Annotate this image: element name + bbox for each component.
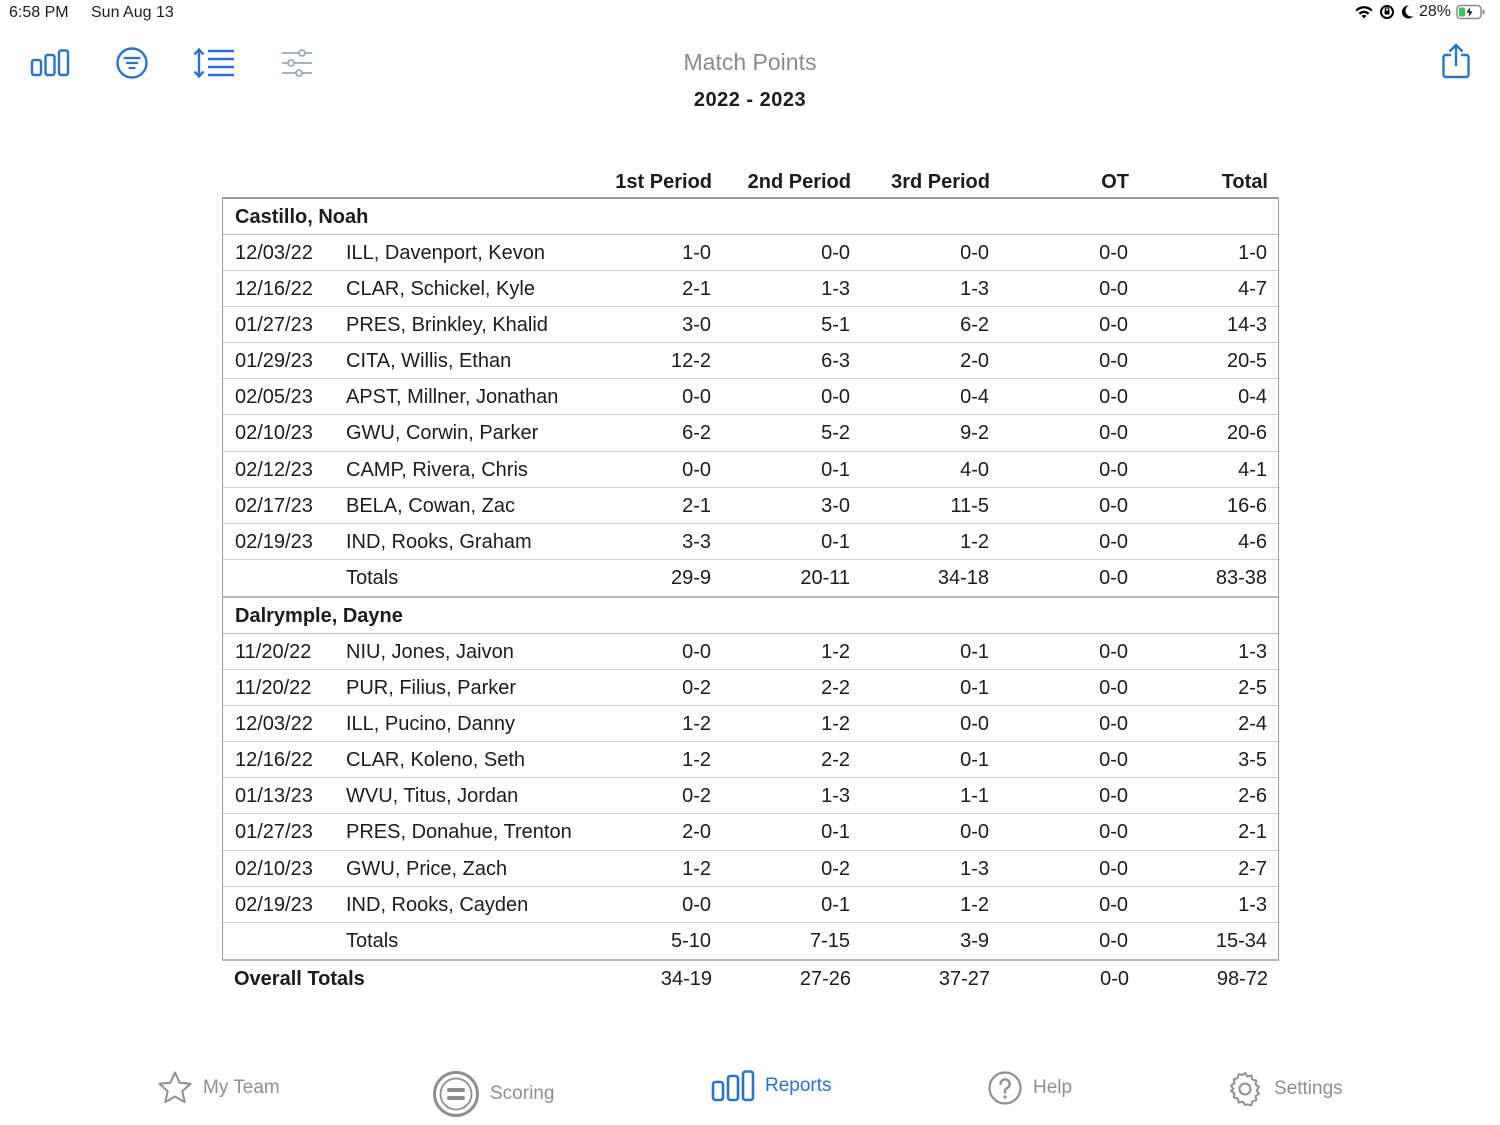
tab-label: Reports bbox=[765, 1075, 832, 1096]
match-row bbox=[223, 778, 1278, 814]
period1-score: 1-2 bbox=[682, 713, 711, 736]
match-date: 02/05/23 bbox=[235, 386, 313, 409]
period3-score: 3-9 bbox=[960, 929, 989, 952]
period1-score: 2-0 bbox=[682, 821, 711, 844]
ot-score: 0-0 bbox=[1099, 640, 1128, 663]
ot-score: 0-0 bbox=[1099, 458, 1128, 481]
match-row bbox=[223, 343, 1278, 379]
period1-score: 0-0 bbox=[682, 893, 711, 916]
period3-score: 1-3 bbox=[960, 278, 989, 301]
match-opponent: CAMP, Rivera, Chris bbox=[346, 458, 528, 481]
match-opponent: PRES, Brinkley, Khalid bbox=[346, 314, 548, 337]
match-opponent: CLAR, Koleno, Seth bbox=[346, 749, 525, 772]
period3-score: 1-2 bbox=[960, 530, 989, 553]
match-row bbox=[223, 415, 1278, 451]
match-row bbox=[223, 887, 1278, 923]
overall-total: 98-72 bbox=[1216, 967, 1268, 990]
match-opponent: PRES, Donahue, Trenton bbox=[346, 821, 572, 844]
ot-score: 0-0 bbox=[1099, 713, 1128, 736]
total-score: 1-0 bbox=[1238, 242, 1267, 264]
match-opponent: IND, Rooks, Cayden bbox=[346, 893, 529, 916]
period3-score: 1-3 bbox=[960, 857, 989, 880]
tab-reports[interactable] bbox=[711, 1070, 832, 1102]
match-date: 02/10/23 bbox=[235, 857, 313, 880]
period1-score: 3-3 bbox=[682, 530, 711, 553]
period2-score: 1-3 bbox=[821, 278, 850, 301]
total-score: 83-38 bbox=[1215, 566, 1267, 589]
table-header bbox=[222, 165, 1279, 199]
period1-score: 1-2 bbox=[682, 857, 711, 880]
period2-score: 2-2 bbox=[821, 677, 850, 700]
match-date: 12/03/22 bbox=[235, 713, 313, 736]
tab-scoring[interactable] bbox=[432, 1070, 554, 1118]
period1-score: 2-1 bbox=[682, 278, 711, 301]
match-date: 02/10/23 bbox=[235, 422, 313, 445]
wrestler-block bbox=[222, 598, 1279, 961]
col-header-ot: OT bbox=[1101, 171, 1129, 193]
overall-ot: 0-0 bbox=[1100, 967, 1129, 990]
period3-score: 2-0 bbox=[960, 350, 989, 373]
period2-score: 0-2 bbox=[821, 857, 850, 880]
period1-score: 5-10 bbox=[670, 929, 711, 952]
overall-totals-row bbox=[222, 961, 1279, 997]
total-score: 0-4 bbox=[1238, 386, 1267, 409]
tab-label: Help bbox=[1033, 1077, 1073, 1098]
col-header-p3: 3rd Period bbox=[891, 171, 990, 193]
match-date: 01/13/23 bbox=[235, 785, 313, 808]
tab-help[interactable] bbox=[987, 1070, 1072, 1106]
match-date: 12/03/22 bbox=[235, 242, 313, 264]
wrestler-name-row bbox=[223, 598, 1278, 634]
total-score: 15-34 bbox=[1215, 929, 1267, 952]
match-opponent: ILL, Pucino, Danny bbox=[346, 713, 515, 736]
total-score: 2-5 bbox=[1238, 677, 1267, 700]
col-header-p1: 1st Period bbox=[615, 171, 712, 193]
period2-score: 20-11 bbox=[800, 566, 850, 589]
period1-score: 3-0 bbox=[682, 314, 711, 337]
total-score: 1-3 bbox=[1238, 640, 1267, 663]
period3-score: 0-0 bbox=[960, 821, 989, 844]
tab-label: My Team bbox=[203, 1077, 280, 1098]
period3-score: 11-5 bbox=[950, 494, 989, 517]
match-date: 01/29/23 bbox=[235, 350, 313, 373]
match-row bbox=[223, 271, 1278, 307]
period3-score: 1-1 bbox=[960, 785, 989, 808]
orientation-lock-icon bbox=[1379, 4, 1395, 20]
total-score: 4-7 bbox=[1238, 278, 1267, 301]
match-date: 01/27/23 bbox=[235, 821, 313, 844]
wrestler-totals-row bbox=[223, 560, 1278, 596]
help-icon bbox=[987, 1070, 1023, 1106]
period3-score: 0-0 bbox=[960, 713, 989, 736]
period2-score: 0-0 bbox=[821, 242, 850, 264]
ot-score: 0-0 bbox=[1099, 386, 1128, 409]
total-score: 2-1 bbox=[1238, 821, 1267, 844]
wrestler-block bbox=[222, 199, 1279, 598]
period1-score: 1-2 bbox=[682, 749, 711, 772]
wrestler-name: Castillo, Noah bbox=[235, 206, 369, 228]
period3-score: 0-1 bbox=[960, 749, 989, 772]
period2-score: 1-2 bbox=[821, 640, 850, 663]
ot-score: 0-0 bbox=[1099, 929, 1128, 952]
period2-score: 0-1 bbox=[821, 893, 850, 916]
period3-score: 0-1 bbox=[960, 677, 989, 700]
battery-percent: 28% bbox=[1418, 3, 1451, 20]
match-row bbox=[223, 814, 1278, 850]
match-opponent: CLAR, Schickel, Kyle bbox=[346, 278, 535, 301]
total-score: 16-6 bbox=[1226, 494, 1267, 517]
period1-score: 0-2 bbox=[682, 785, 711, 808]
period1-score: 0-0 bbox=[682, 458, 711, 481]
period3-score: 1-2 bbox=[960, 893, 989, 916]
ot-score: 0-0 bbox=[1099, 314, 1128, 337]
total-score: 14-3 bbox=[1226, 314, 1267, 337]
period2-score: 0-1 bbox=[821, 821, 850, 844]
wrestler-totals-row bbox=[223, 923, 1278, 959]
gear-icon bbox=[1226, 1070, 1264, 1108]
totals-label: Totals bbox=[346, 566, 399, 589]
total-score: 2-7 bbox=[1238, 857, 1267, 880]
period2-score: 0-1 bbox=[821, 458, 850, 481]
match-opponent: GWU, Price, Zach bbox=[346, 857, 508, 880]
match-opponent: APST, Millner, Jonathan bbox=[346, 386, 559, 409]
match-row bbox=[223, 851, 1278, 887]
period3-score: 0-0 bbox=[960, 242, 989, 264]
match-date: 12/16/22 bbox=[235, 749, 313, 772]
totals-label: Totals bbox=[346, 929, 399, 952]
ot-score: 0-0 bbox=[1099, 857, 1128, 880]
period2-score: 0-1 bbox=[821, 530, 850, 553]
match-date: 02/19/23 bbox=[235, 893, 313, 916]
period1-score: 12-2 bbox=[670, 350, 711, 373]
match-opponent: PUR, Filius, Parker bbox=[346, 677, 517, 700]
ot-score: 0-0 bbox=[1099, 350, 1128, 373]
tab-label: Settings bbox=[1274, 1078, 1343, 1099]
match-row bbox=[223, 379, 1278, 415]
match-opponent: IND, Rooks, Graham bbox=[346, 530, 532, 553]
col-header-total: Total bbox=[1221, 171, 1268, 193]
bar-chart-icon bbox=[711, 1070, 755, 1102]
period2-score: 2-2 bbox=[821, 749, 850, 772]
wrestler-name: Dalrymple, Dayne bbox=[235, 604, 403, 627]
match-opponent: NIU, Jones, Jaivon bbox=[346, 640, 514, 663]
col-header-p2: 2nd Period bbox=[747, 171, 851, 193]
ot-score: 0-0 bbox=[1099, 566, 1128, 589]
total-score: 3-5 bbox=[1238, 749, 1267, 772]
match-date: 02/12/23 bbox=[235, 458, 313, 481]
period1-score: 29-9 bbox=[670, 566, 711, 589]
period1-score: 1-0 bbox=[682, 242, 711, 264]
overall-p2: 27-26 bbox=[799, 967, 851, 990]
period2-score: 3-0 bbox=[821, 494, 850, 517]
match-opponent: CITA, Willis, Ethan bbox=[346, 350, 512, 373]
overall-label: Overall Totals bbox=[234, 967, 365, 990]
total-score: 1-3 bbox=[1238, 893, 1267, 916]
season-subtitle: 2022 - 2023 bbox=[693, 89, 807, 111]
match-date: 01/27/23 bbox=[235, 314, 313, 337]
match-opponent: BELA, Cowan, Zac bbox=[346, 494, 515, 517]
tab-label: Scoring bbox=[490, 1083, 555, 1104]
status-time: 6:58 PM bbox=[9, 4, 69, 21]
match-opponent: ILL, Davenport, Kevon bbox=[346, 242, 546, 264]
ot-score: 0-0 bbox=[1099, 494, 1128, 517]
period3-score: 6-2 bbox=[960, 314, 989, 337]
period2-score: 1-3 bbox=[821, 785, 850, 808]
ot-score: 0-0 bbox=[1099, 785, 1128, 808]
period2-score: 6-3 bbox=[821, 350, 850, 373]
ot-score: 0-0 bbox=[1099, 677, 1128, 700]
period2-score: 5-1 bbox=[821, 314, 850, 337]
period1-score: 2-1 bbox=[682, 494, 711, 517]
match-row bbox=[223, 235, 1278, 271]
match-date: 11/20/22 bbox=[235, 640, 312, 663]
ot-score: 0-0 bbox=[1099, 530, 1128, 553]
total-score: 20-6 bbox=[1226, 422, 1267, 445]
period3-score: 4-0 bbox=[960, 458, 989, 481]
battery-icon bbox=[1456, 4, 1486, 20]
period3-score: 0-4 bbox=[960, 386, 989, 409]
ot-score: 0-0 bbox=[1099, 893, 1128, 916]
tab-my-team[interactable] bbox=[157, 1070, 280, 1106]
match-row bbox=[223, 670, 1278, 706]
page-title: Match Points bbox=[683, 49, 817, 75]
period3-score: 34-18 bbox=[937, 566, 989, 589]
match-points-table bbox=[222, 165, 1279, 997]
overall-p1: 34-19 bbox=[660, 967, 712, 990]
ot-score: 0-0 bbox=[1099, 278, 1128, 301]
match-opponent: GWU, Corwin, Parker bbox=[346, 422, 539, 445]
ot-score: 0-0 bbox=[1099, 749, 1128, 772]
status-indicators bbox=[1354, 3, 1486, 21]
tab-settings[interactable] bbox=[1226, 1070, 1343, 1108]
match-row bbox=[223, 706, 1278, 742]
ot-score: 0-0 bbox=[1099, 821, 1128, 844]
period2-score: 1-2 bbox=[821, 713, 850, 736]
match-row bbox=[223, 488, 1278, 524]
moon-icon bbox=[1400, 4, 1414, 20]
period3-score: 9-2 bbox=[960, 422, 989, 445]
period1-score: 0-0 bbox=[682, 640, 711, 663]
period3-score: 0-1 bbox=[960, 640, 989, 663]
period2-score: 5-2 bbox=[821, 422, 850, 445]
total-score: 4-6 bbox=[1238, 530, 1267, 553]
overall-p3: 37-27 bbox=[938, 967, 990, 990]
status-bar bbox=[0, 0, 1500, 28]
ot-score: 0-0 bbox=[1099, 422, 1128, 445]
match-row bbox=[223, 452, 1278, 488]
match-row bbox=[223, 524, 1278, 560]
period1-score: 0-0 bbox=[682, 386, 711, 409]
tab-bar bbox=[0, 1062, 1500, 1122]
wrestler-name-row bbox=[223, 199, 1278, 235]
match-date: 02/17/23 bbox=[235, 494, 313, 517]
period2-score: 7-15 bbox=[809, 929, 850, 952]
match-date: 12/16/22 bbox=[235, 278, 313, 301]
wifi-icon bbox=[1354, 4, 1374, 20]
total-score: 4-1 bbox=[1238, 458, 1267, 481]
star-icon bbox=[157, 1070, 193, 1106]
match-opponent: WVU, Titus, Jordan bbox=[346, 785, 519, 808]
period1-score: 6-2 bbox=[682, 422, 711, 445]
match-date: 02/19/23 bbox=[235, 530, 313, 553]
status-date: Sun Aug 13 bbox=[91, 4, 174, 21]
wrestler-blocks bbox=[222, 199, 1279, 961]
total-score: 2-6 bbox=[1238, 785, 1267, 808]
scoring-icon bbox=[432, 1070, 480, 1118]
match-row bbox=[223, 634, 1278, 670]
ot-score: 0-0 bbox=[1099, 242, 1128, 264]
match-row bbox=[223, 742, 1278, 778]
total-score: 2-4 bbox=[1238, 713, 1267, 736]
total-score: 20-5 bbox=[1226, 350, 1267, 373]
match-row bbox=[223, 307, 1278, 343]
period2-score: 0-0 bbox=[821, 386, 850, 409]
match-date: 11/20/22 bbox=[235, 677, 312, 700]
period1-score: 0-2 bbox=[682, 677, 711, 700]
